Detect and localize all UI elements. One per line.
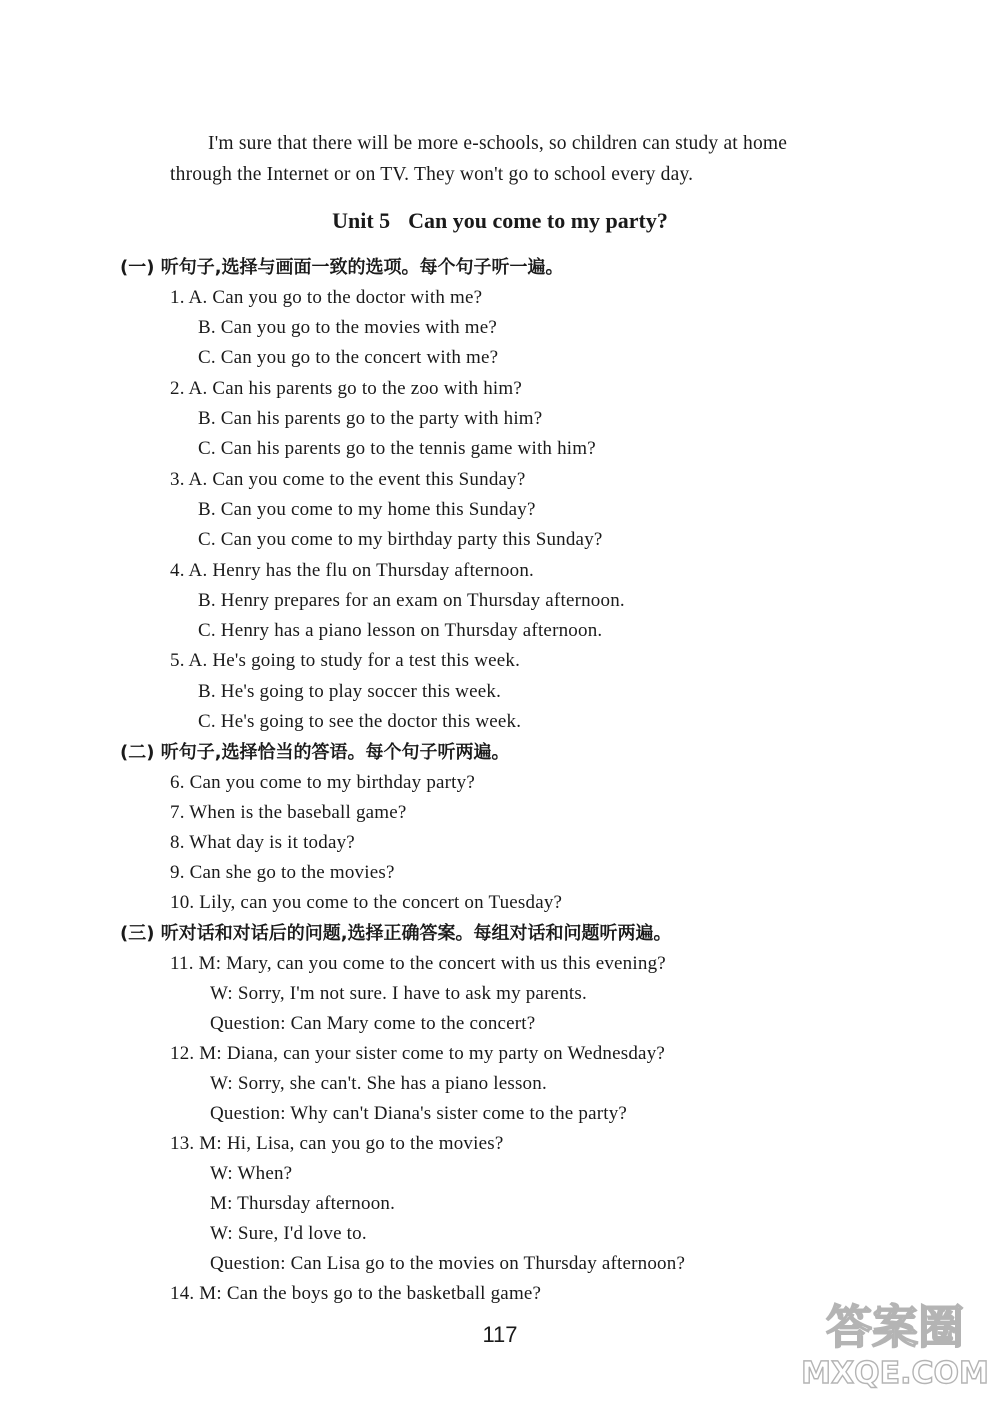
section-heading-3: (三) 听对话和对话后的问题,选择正确答案。每组对话和问题听两遍。 <box>120 923 672 944</box>
question-line: B. Can you go to the movies with me? <box>198 317 498 338</box>
question-line: 5. A. He's going to study for a test this week. <box>170 650 521 671</box>
question-line: B. Can his parents go to the party with him? <box>198 408 543 429</box>
watermark-logo <box>800 1293 990 1393</box>
unit-title <box>0 207 1000 235</box>
section-heading-1: (一) 听句子,选择与画面一致的选项。每个句子听一遍。 <box>120 257 564 278</box>
unit-number: Unit 5 <box>332 208 391 233</box>
question-line: B. Henry prepares for an exam on Thursday afternoon. <box>198 590 625 611</box>
question-line: 10. Lily, can you come to the concert on Tuesday? <box>170 892 563 913</box>
dialogue-line: 11. M: Mary, can you come to the concert with us this evening? <box>170 953 666 974</box>
question-line: 4. A. Henry has the flu on Thursday afternoon. <box>170 560 534 581</box>
svg-text:答案圈: 答案圈 <box>826 1300 964 1354</box>
dialogue-line: 12. M: Diana, can your sister come to my party on Wednesday? <box>170 1043 666 1064</box>
question-line: C. He's going to see the doctor this week. <box>198 711 522 732</box>
page-number: 117 <box>482 1322 518 1347</box>
intro-line-2: through the Internet or on TV. They won't go to school every day. <box>170 164 694 185</box>
question-line: C. Can you go to the concert with me? <box>198 347 499 368</box>
intro-line-1: I'm sure that there will be more e-schools, so children can study at home <box>208 133 788 154</box>
dialogue-line: W: Sorry, she can't. She has a piano lesson. <box>210 1073 547 1094</box>
dialogue-line: 14. M: Can the boys go to the basketball game? <box>170 1283 542 1304</box>
section-heading-2: (二) 听句子,选择恰当的答语。每个句子听两遍。 <box>120 742 510 763</box>
question-line: 6. Can you come to my birthday party? <box>170 772 475 793</box>
question-line: C. Can his parents go to the tennis game with him? <box>198 438 596 459</box>
dialogue-line: 13. M: Hi, Lisa, can you go to the movies? <box>170 1133 504 1154</box>
question-line: B. He's going to play soccer this week. <box>198 681 502 702</box>
dialogue-line: W: Sorry, I'm not sure. I have to ask my parents. <box>210 983 587 1004</box>
svg-text:MXQE.COM: MXQE.COM <box>801 1356 989 1391</box>
question-line: C. Henry has a piano lesson on Thursday afternoon. <box>198 620 603 641</box>
dialogue-line: W: Sure, I'd love to. <box>210 1223 367 1244</box>
question-line: 2. A. Can his parents go to the zoo with him? <box>170 378 523 399</box>
dialogue-line: M: Thursday afternoon. <box>210 1193 396 1214</box>
question-line: C. Can you come to my birthday party this Sunday? <box>198 529 603 550</box>
question-line: B. Can you come to my home this Sunday? <box>198 499 536 520</box>
dialogue-line: Question: Why can't Diana's sister come to the party? <box>210 1103 628 1124</box>
dialogue-line: Question: Can Lisa go to the movies on Thursday afternoon? <box>210 1253 686 1274</box>
question-line: 3. A. Can you come to the event this Sunday? <box>170 469 526 490</box>
dialogue-line: W: When? <box>210 1163 293 1184</box>
unit-name: Can you come to my party? <box>408 208 668 233</box>
question-line: 8. What day is it today? <box>170 832 355 853</box>
dialogue-line: Question: Can Mary come to the concert? <box>210 1013 536 1034</box>
question-line: 9. Can she go to the movies? <box>170 862 395 883</box>
question-line: 1. A. Can you go to the doctor with me? <box>170 287 483 308</box>
question-line: 7. When is the baseball game? <box>170 802 407 823</box>
